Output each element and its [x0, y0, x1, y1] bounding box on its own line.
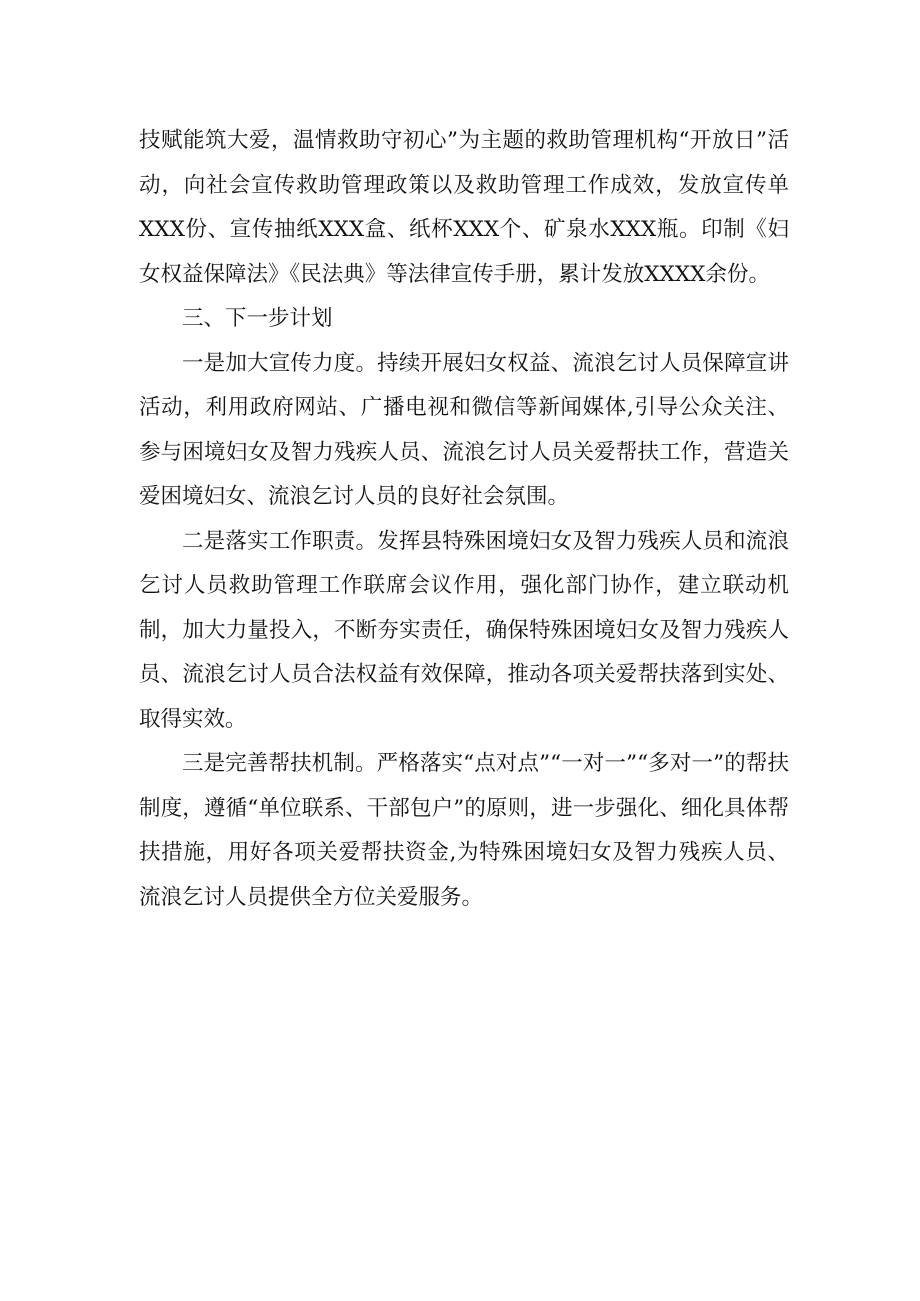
paragraph-body: 发挥县特殊困境妇女及智力残疾人员和流浪乞讨人员救助管理工作联席会议作用，强化部门协作，建立联动机制，加大力量投入，不断夯实责任，确保特殊困境妇女及智力残疾人员、流浪乞讨人员合法权益有效保障，推动各项关爱帮扶落到实处、取得实效。: [139, 528, 789, 732]
document-page: [139, 119, 789, 920]
paragraph-mechanism: [139, 742, 789, 920]
paragraph-body: 严格落实“点对点”“一对一”“多对一”的帮扶制度，遵循“单位联系、干部包户”的原则，进一步强化、细化具体帮扶措施，用好各项关爱帮扶资金,为特殊困境妇女及智力残疾人员、流浪乞讨人员提供全方位关爱服务。: [139, 751, 789, 910]
paragraph-lead: 一是加大宣传力度。: [182, 350, 378, 376]
section-heading: 三、下一步计划: [182, 306, 333, 331]
paragraph-responsibility: [139, 520, 789, 743]
continued-paragraph: 技赋能筑大爱，温情救助守初心”为主题的救助管理机构“开放日”活动，向社会宣传救助管理政策以及救助管理工作成效，发放宣传单XXX份、宣传抽纸XXX盒、纸杯XXX个、矿泉水XXX瓶。印制《妇女权益保障法》《民法典》等法律宣传手册，累计发放XXXX余份。: [139, 128, 789, 287]
paragraph-lead: 三是完善帮扶机制。: [182, 751, 377, 776]
paragraph-lead: 二是落实工作职责。: [182, 528, 378, 554]
paragraph-publicity: [139, 342, 789, 520]
paragraph-body: 持续开展妇女权益、流浪乞讨人员保障宣讲活动，利用政府网站、广播电视和微信等新闻媒体,引导公众关注、参与困境妇女及智力残疾人员、流浪乞讨人员关爱帮扶工作，营造关爱困境妇女、流浪乞讨人员的良好社会氛围。: [139, 350, 789, 509]
